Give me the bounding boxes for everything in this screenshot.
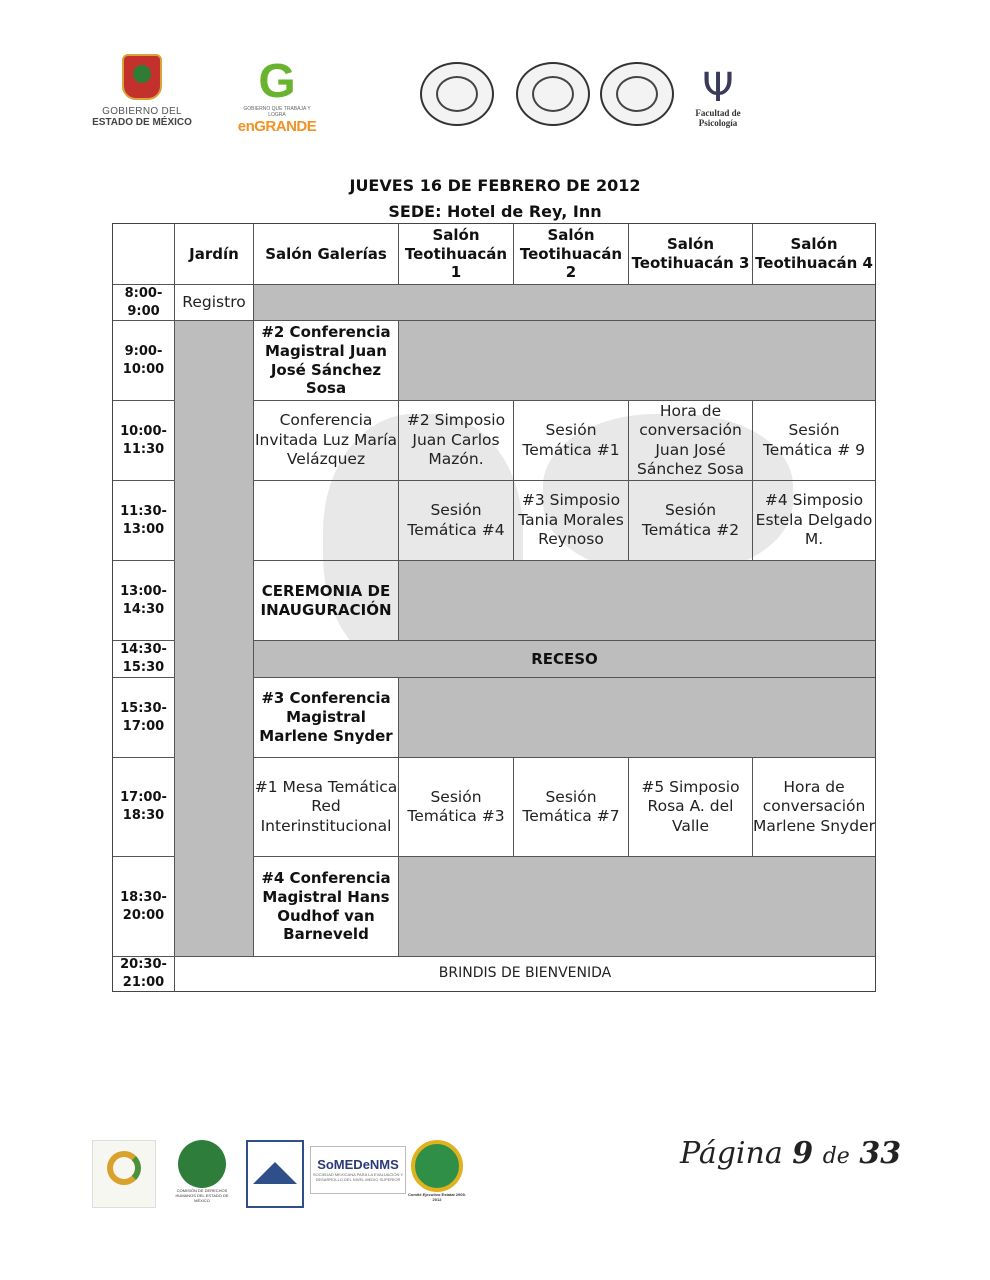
empty-block [399,561,875,641]
time-slot: 20:30-21:00 [113,957,175,991]
footer-logo-cdh: COMISIÓN DE DERECHOS HUMANOS DEL ESTADO DE MÉXICO [174,1140,230,1208]
empty-block [399,857,875,957]
footer-logo-mountain [246,1140,304,1208]
conferencia-magistral-3: #3 Conferencia Magistral Marlene Snyder [254,678,399,758]
dove-icon [178,1140,226,1188]
sesion-tematica-7: Sesión Temática #7 [514,758,629,857]
time-slot: 18:30-20:00 [113,857,175,957]
time-slot: 8:00-9:00 [113,285,175,321]
col-header-teotihuacan-4: Salón Teotihuacán 4 [753,224,875,285]
footer-logo-somedenms: SoMEDeNMS SOCIEDAD MEXICANA PARA LA EVALUACIÓN Y DESARROLLO DEL NIVEL MEDIO SUPERIOR [310,1146,406,1194]
col-header-teotihuacan-2: Salón Teotihuacán 2 [514,224,629,285]
sesion-tematica-2: Sesión Temática #2 [629,481,753,561]
registro-cell: Registro [175,285,254,321]
time-slot: 10:00-11:30 [113,401,175,481]
time-slot: 9:00-10:00 [113,321,175,401]
schedule-table [112,223,876,992]
time-slot: 11:30-13:00 [113,481,175,561]
conferencia-magistral-4: #4 Conferencia Magistral Hans Oudhof van Barneveld [254,857,399,957]
page-title: JUEVES 16 DE FEBRERO DE 2012 [349,176,641,195]
simposio-2: #2 Simposio Juan Carlos Mazón. [399,401,514,481]
empty-cell [254,481,399,561]
sesion-tematica-3: Sesión Temática #3 [399,758,514,857]
emblem-icon [411,1140,463,1192]
time-slot: 14:30-15:30 [113,641,175,678]
jardin-empty-block [175,321,254,957]
col-header-galerias: Salón Galerías [254,224,399,285]
footer-logo-secretaria [92,1140,156,1208]
empty-block [254,285,875,321]
simposio-3: #3 Simposio Tania Morales Reynoso [514,481,629,561]
receso-cell: RECESO [254,641,875,678]
sesion-tematica-1: Sesión Temática #1 [514,401,629,481]
unam-seal-icon [600,62,674,126]
facultad-psicologia-logo: Ψ Facultad de Psicología [680,68,756,124]
mesa-tematica-1: #1 Mesa Temática Red Interinstitucional [254,758,399,857]
col-header-teotihuacan-1: Salón Teotihuacán 1 [399,224,514,285]
facultad-ciencias-conducta-seal-icon [516,62,590,126]
brindis-bienvenida: BRINDIS DE BIENVENIDA [438,965,612,982]
time-slot: 15:30-17:00 [113,678,175,758]
empty-block [399,678,875,758]
g-letter-icon: G [258,55,296,108]
simposio-5: #5 Simposio Rosa A. del Valle [629,758,753,857]
footer-logo-comite: Comité Ejecutivo Estatal 2009-2012 [406,1140,468,1208]
hora-conversacion-snyder: Hora de conversación Marlene Snyder [753,758,875,857]
time-slot: 17:00-18:30 [113,758,175,857]
col-header-teotihuacan-3: Salón Teotihuacán 3 [629,224,753,285]
venue-subtitle: SEDE: Hotel de Rey, Inn [388,202,602,221]
col-header-jardin: Jardín [175,224,254,285]
hora-conversacion-sanchez: Hora de conversación Juan José Sánchez Sosa [629,401,753,481]
coat-of-arms-icon [122,54,162,100]
time-slot: 13:00-14:30 [113,561,175,641]
engrande-logo: G GOBIERNO QUE TRABAJA Y LOGRA enGRANDE [234,58,320,128]
sesion-tematica-9: Sesión Temática # 9 [753,401,875,481]
psi-trident-icon: Ψ [702,65,734,111]
conferencia-invitada: Conferencia Invitada Luz María Velázquez [254,401,399,481]
simposio-4: #4 Simposio Estela Delgado M. [753,481,875,561]
gobierno-estado-mexico-logo: GOBIERNO DEL ESTADO DE MÉXICO [86,54,198,128]
swirl-icon [107,1151,141,1185]
page-number: Página 9 de 33 [680,1136,902,1171]
mountain-icon [253,1162,297,1184]
sesion-tematica-4: Sesión Temática #4 [399,481,514,561]
header-corner [113,224,175,285]
conferencia-magistral-2: #2 Conferencia Magistral Juan José Sánchez Sosa [254,321,399,401]
estados-unidos-mexicanos-seal-icon [420,62,494,126]
empty-block [399,321,875,401]
ceremonia-inauguracion: CEREMONIA DE INAUGURACIÓN [254,561,399,641]
